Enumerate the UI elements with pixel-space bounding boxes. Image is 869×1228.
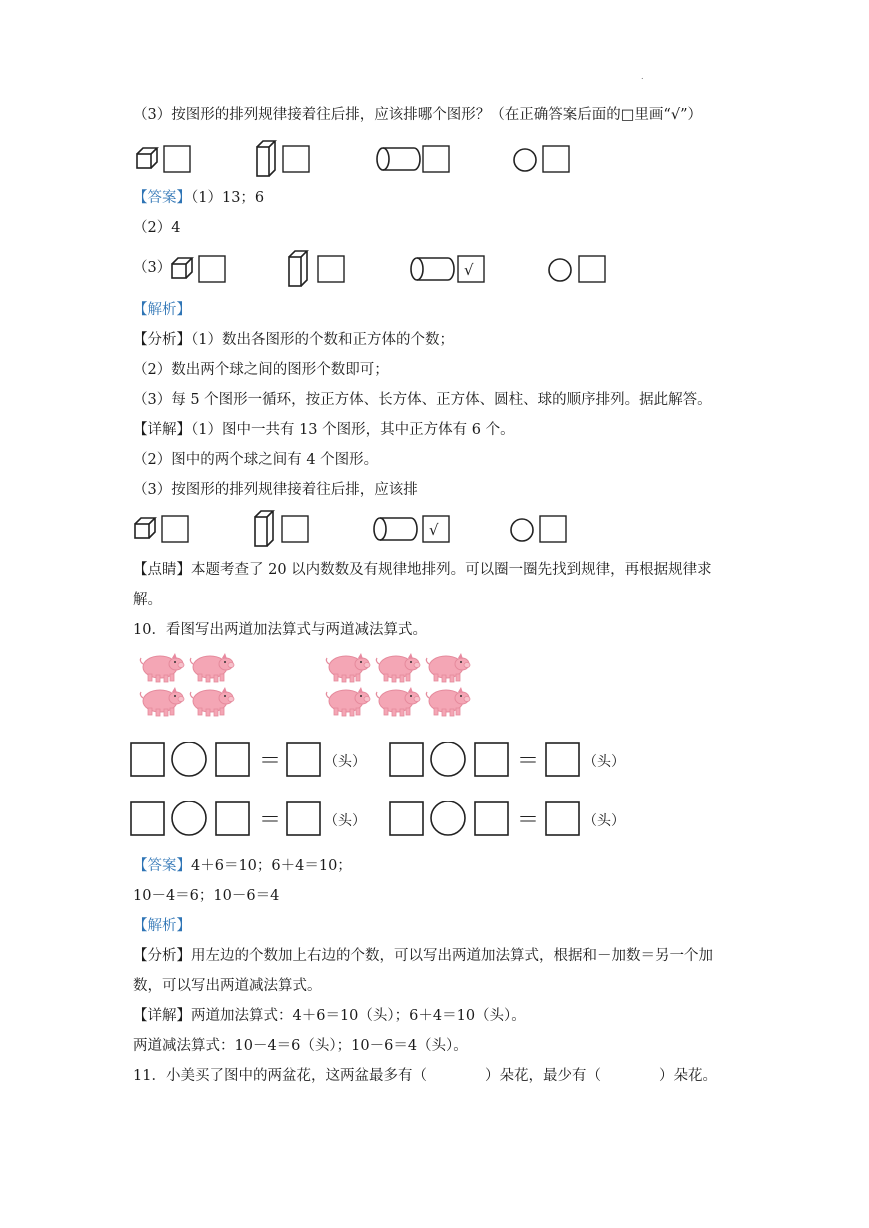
equation-row-1 (130, 742, 630, 780)
q9-xiangjie-1: 【详解】（1）图中一共有 13 个图形，其中正方体有 6 个。 (133, 422, 515, 438)
operator-circle[interactable] (431, 742, 465, 776)
corner-mark: . (641, 72, 644, 81)
cylinder-shape (377, 148, 420, 170)
blank-box[interactable] (216, 743, 249, 776)
q9-detail-shapes (133, 510, 593, 550)
blank-box[interactable] (546, 743, 579, 776)
unit-label: （头） (324, 813, 366, 829)
cube-shape (137, 148, 157, 168)
blank-box[interactable] (546, 802, 579, 835)
q10-xiangjie-2: 两道减法算式：10－4＝6（头）；10－6＝4（头）。 (133, 1038, 468, 1054)
q10-analysis-label: 【解析】 (133, 918, 191, 934)
blank-box[interactable] (390, 743, 423, 776)
left-pig-group (140, 653, 234, 716)
q9-analysis-label: 【解析】 (133, 302, 191, 318)
equals-sign: ＝ (517, 749, 540, 774)
q10-question: 10．看图写出两道加法算式与两道减法算式。 (133, 622, 427, 638)
equals-sign: ＝ (259, 749, 282, 774)
q9-xiangjie-3: （3）按图形的排列规律接着往后排，应该排 (133, 482, 418, 498)
blank-box[interactable] (475, 802, 508, 835)
q9-fenxi-2: （2）数出两个球之间的图形个数即可； (133, 362, 389, 378)
q9-xiangjie-2: （2）图中的两个球之间有 4 个图形。 (133, 452, 379, 468)
cuboid-shape (257, 141, 275, 176)
q10-answer-line-1: 【答案】4＋6＝10；6＋4＝10； (133, 858, 352, 874)
q9-dianjing-1: 【点睛】本题考查了 20 以内数数及有规律地排列。可以圈一圈先找到规律，再根据规律求 (133, 562, 712, 578)
blank-box[interactable] (287, 743, 320, 776)
answer-box (164, 146, 190, 172)
answer-label: 【答案】 (133, 858, 191, 874)
check-mark: √ (429, 521, 439, 539)
blank-box[interactable] (475, 743, 508, 776)
q9-dianjing-2: 解。 (133, 592, 162, 608)
q9-fenxi-3: （3）每 5 个图形一循环，按正方体、长方体、正方体、圆柱、球的顺序排列。据此解答。 (133, 392, 712, 408)
blank-box[interactable] (216, 802, 249, 835)
blank-box[interactable] (390, 802, 423, 835)
operator-circle[interactable] (172, 801, 206, 835)
unit-label: （头） (324, 754, 366, 770)
q9-answer-line-3: （3） (133, 260, 172, 276)
blank-box[interactable] (287, 802, 320, 835)
q10-xiangjie-1: 【详解】两道加法算式：4＋6＝10（头）；6＋4＝10（头）。 (133, 1008, 526, 1024)
q9-part3-question: （3）按图形的排列规律接着往后排，应该排哪个图形？（在正确答案后面的□里画“√”） (133, 107, 702, 123)
q10-fenxi-2: 数，可以写出两道减法算式。 (133, 978, 322, 994)
q9-fenxi-1: 【分析】（1）数出各图形的个数和正方体的个数； (133, 332, 454, 348)
answer-label: 【答案】 (133, 190, 191, 206)
check-mark: √ (464, 261, 474, 279)
blank-box[interactable] (131, 743, 164, 776)
unit-label: （头） (583, 754, 625, 770)
operator-circle[interactable] (431, 801, 465, 835)
equals-sign: ＝ (517, 808, 540, 833)
q11-question: 11．小美买了图中的两盆花，这两盆最多有（ ）朵花，最少有（ ）朵花。 (133, 1068, 717, 1084)
equals-sign: ＝ (259, 808, 282, 833)
q10-fenxi-1: 【分析】用左边的个数加上右边的个数，可以写出两道加法算式，根据和－加数＝另一个加 (133, 948, 713, 964)
right-pig-group (326, 653, 470, 716)
equation-row-2 (130, 801, 630, 839)
q9-answer-shapes (168, 250, 618, 288)
q9-answer-line-1: 【答案】（1）13；6 (133, 190, 265, 206)
answer-box (423, 146, 449, 172)
blank-box[interactable] (131, 802, 164, 835)
answer-box (283, 146, 309, 172)
answer-box (543, 146, 569, 172)
sphere-shape (514, 149, 536, 171)
q9-answer-line-2: （2）4 (133, 220, 181, 236)
unit-label: （头） (583, 813, 625, 829)
operator-circle[interactable] (172, 742, 206, 776)
pig-picture (136, 650, 476, 726)
q9-question-shapes (133, 140, 593, 178)
q10-answer-line-2: 10－4＝6；10－6＝4 (133, 888, 280, 904)
